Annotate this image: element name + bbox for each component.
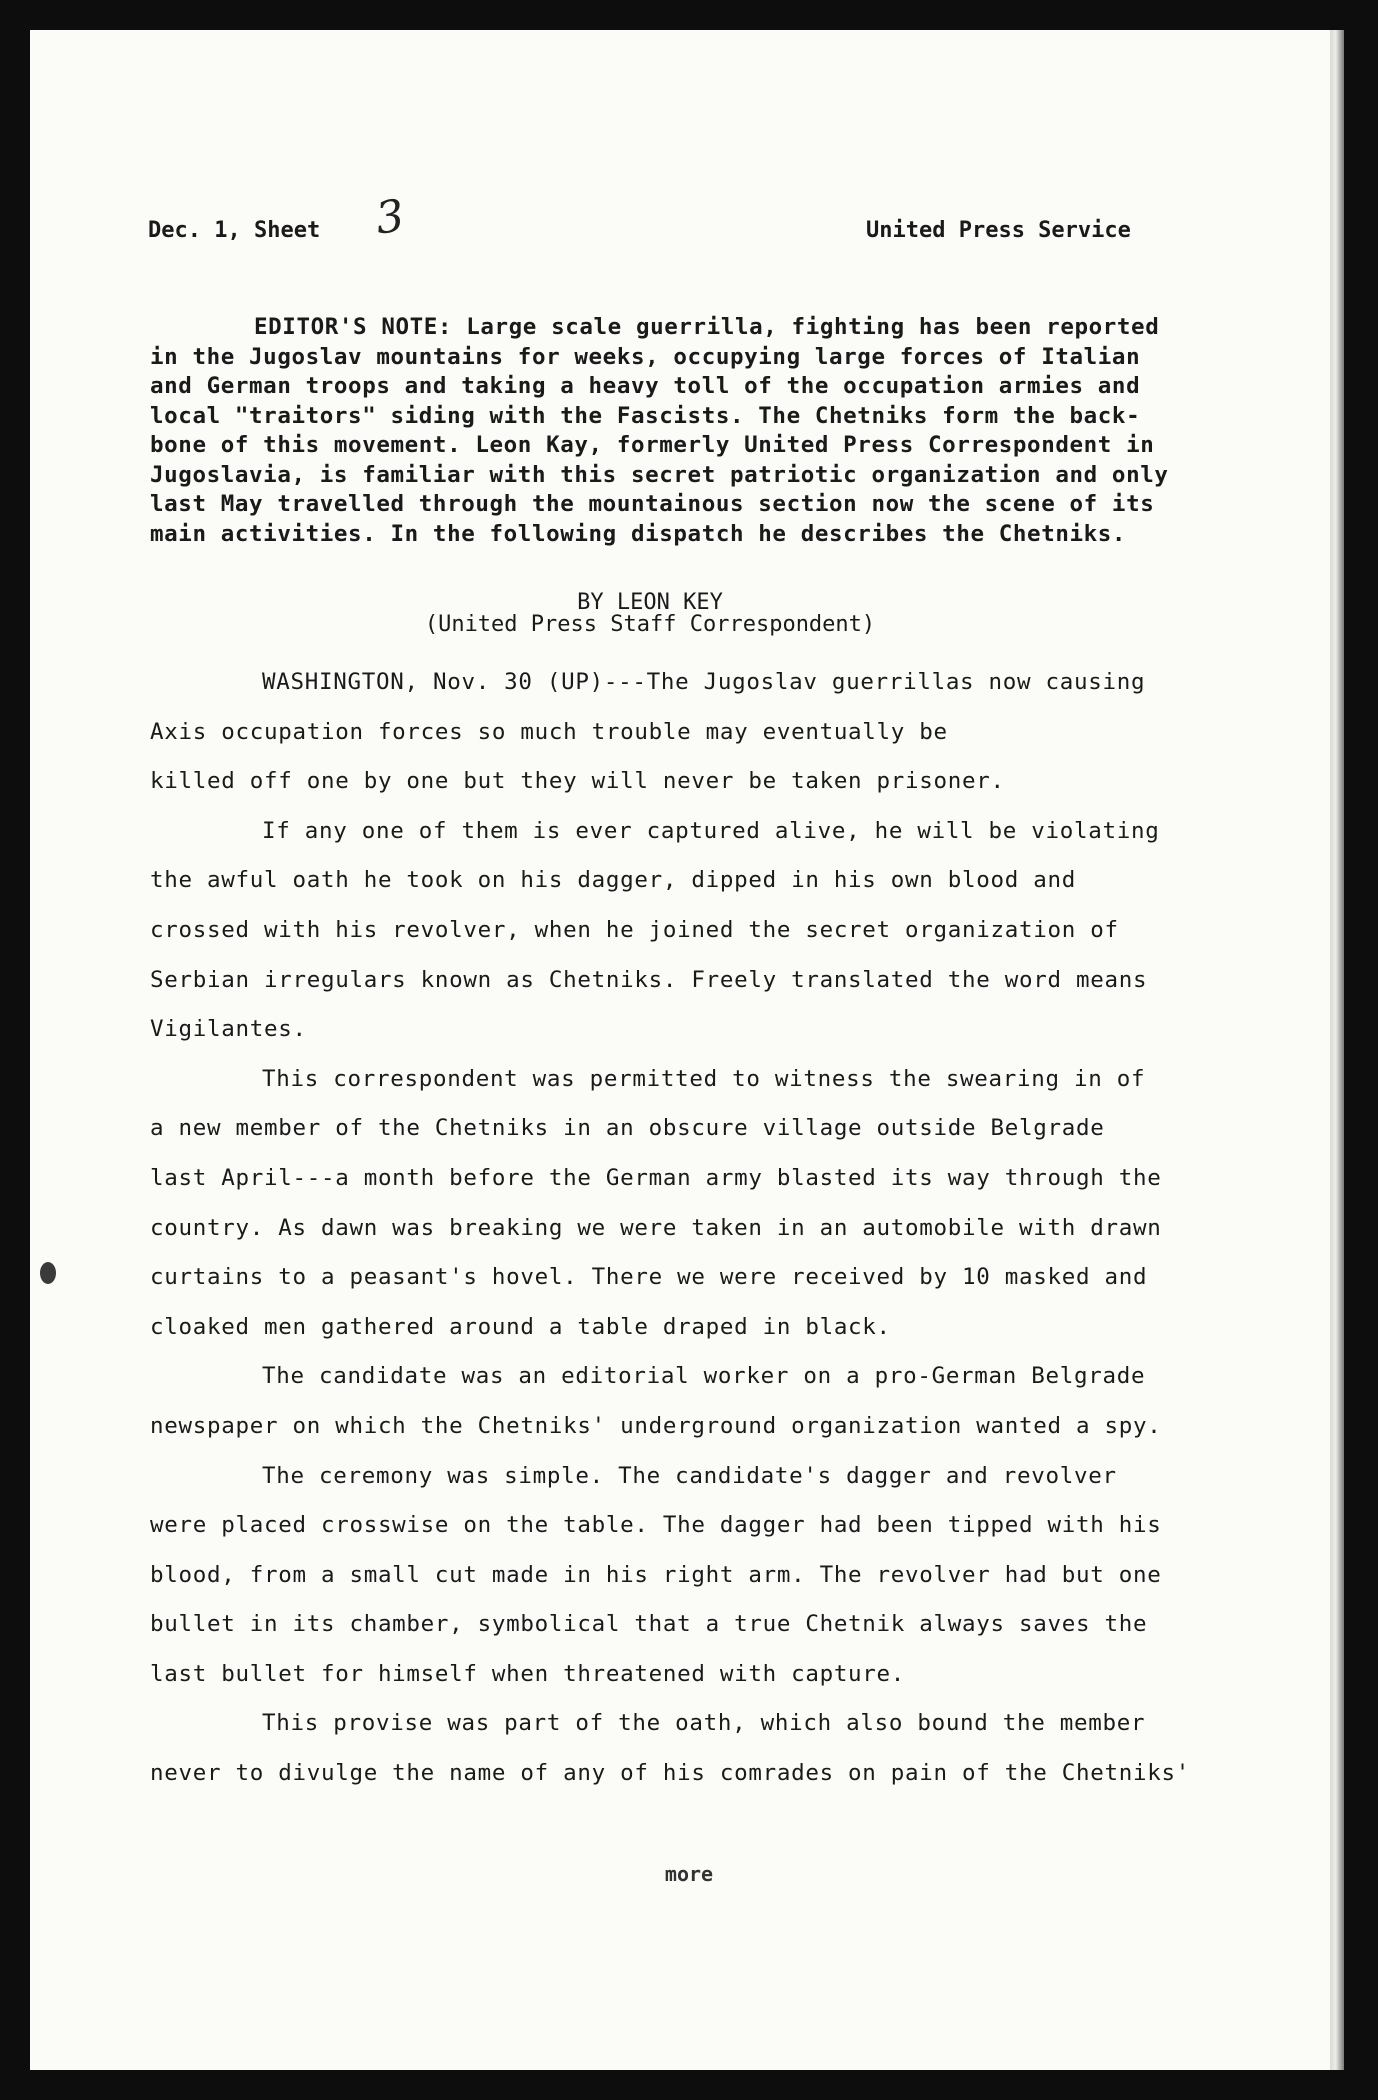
body-line: a new member of the Chetniks in an obscure village outside Belgrade bbox=[150, 1115, 1105, 1142]
body-line: bullet in its chamber, symbolical that a true Chetnik always saves the bbox=[150, 1611, 1148, 1638]
body-line: last April---a month before the German army blasted its way through the bbox=[150, 1164, 1162, 1191]
body-line: Serbian irregulars known as Chetniks. Freely translated the word means bbox=[150, 966, 1148, 993]
body-line: This correspondent was permitted to witness the swearing in of bbox=[262, 1065, 1146, 1092]
body-line: were placed crosswise on the table. The dagger had been tipped with his bbox=[150, 1512, 1162, 1539]
agency-name: United Press Service bbox=[866, 218, 1131, 243]
editors-note bbox=[150, 313, 1278, 549]
article-body bbox=[150, 658, 1290, 1799]
body-line: curtains to a peasant's hovel. There we were received by 10 masked and bbox=[150, 1264, 1148, 1291]
body-line: Axis occupation forces so much trouble may eventually be bbox=[150, 718, 948, 745]
body-line: last bullet for himself when threatened with capture. bbox=[150, 1660, 906, 1687]
body-line: cloaked men gathered around a table draped in black. bbox=[150, 1313, 891, 1340]
note-line: and German troops and taking a heavy toll of the occupation armies and bbox=[150, 373, 1141, 399]
note-line: main activities. In the following dispatch he describes the Chetniks. bbox=[150, 520, 1127, 547]
note-line: bone of this movement. Leon Kay, formerly United Press Correspondent in bbox=[150, 432, 1155, 458]
body-line: blood, from a small cut made in his right arm. The revolver had but one bbox=[150, 1561, 1162, 1588]
page-edge bbox=[1330, 30, 1344, 2070]
body-line: Vigilantes. bbox=[150, 1016, 307, 1043]
body-line: crossed with his revolver, when he joined the secret organization of bbox=[150, 916, 1119, 943]
body-line: the awful oath he took on his dagger, dipped in his own blood and bbox=[150, 867, 1076, 894]
body-line: never to divulge the name of any of his comrades on pain of the Chetniks' bbox=[150, 1760, 1190, 1787]
body-line: WASHINGTON, Nov. 30 (UP)---The Jugoslav guerrillas now causing bbox=[262, 669, 1146, 695]
body-line: country. As dawn was breaking we were taken in an automobile with drawn bbox=[150, 1214, 1162, 1241]
punch-hole bbox=[40, 1262, 56, 1284]
body-line: The candidate was an editorial worker on a pro-German Belgrade bbox=[262, 1363, 1146, 1390]
body-line: This provise was part of the oath, which also bound the member bbox=[262, 1710, 1146, 1737]
body-line: newspaper on which the Chetniks' underground organization wanted a spy. bbox=[150, 1412, 1162, 1439]
body-line: If any one of them is ever captured alive, he will be violating bbox=[262, 817, 1160, 844]
sheet-number: 3 bbox=[372, 190, 408, 245]
dateline: Dec. 1, Sheet bbox=[148, 218, 321, 243]
note-line: EDITOR'S NOTE: Large scale guerrilla, fighting has been reported bbox=[254, 314, 1160, 340]
body-line: The ceremony was simple. The candidate's dagger and revolver bbox=[262, 1462, 1117, 1489]
body-line: killed off one by one but they will never be taken prisoner. bbox=[150, 768, 1005, 795]
note-line: in the Jugoslav mountains for weeks, occupying large forces of Italian bbox=[150, 343, 1141, 370]
note-line: local "traitors" siding with the Fascists. The Chetniks form the back- bbox=[150, 402, 1141, 429]
byline-author: BY LEON KEY bbox=[577, 590, 723, 615]
byline-role: (United Press Staff Correspondent) bbox=[424, 612, 876, 637]
note-line: last May travelled through the mountainous section now the scene of its bbox=[150, 491, 1155, 517]
more-marker: more bbox=[664, 1862, 714, 1886]
note-line: Jugoslavia, is familiar with this secret patriotic organization and only bbox=[150, 461, 1169, 488]
